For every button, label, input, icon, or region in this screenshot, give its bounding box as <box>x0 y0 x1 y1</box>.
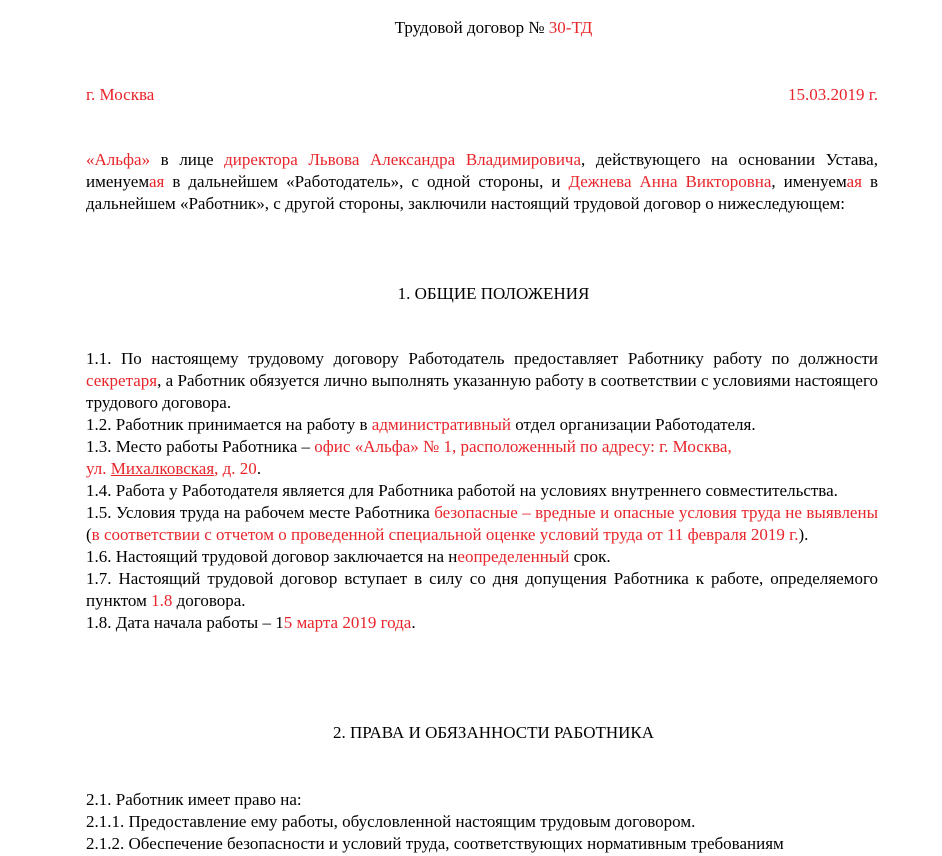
contract-term: еопределенный <box>457 547 570 566</box>
assessment-report: в соответствии с отчетом о проведенной специальной оценке условий труда от 11 февраля 2019 г. <box>91 525 799 544</box>
clause-2-1: 2.1. Работник имеет право на: <box>86 790 302 809</box>
clause-1-5: 1.5. Условия труда на рабочем месте Работника безопасные – вредные и опасные условия труда не выявлены (в соответствии с отчетом о проведенной специальной оценке условий труда от 11 февраля 2019 г.). <box>86 503 879 544</box>
city-date-row <box>86 84 878 106</box>
section-1-heading: 1. ОБЩИЕ ПОЛОЖЕНИЯ <box>397 284 590 303</box>
section-2-heading: 2. ПРАВА И ОБЯЗАННОСТИ РАБОТНИКА <box>332 723 655 742</box>
section-1-body <box>86 348 878 634</box>
clause-1-4: 1.4. Работа у Работодателя является для Работника работой на условиях внутреннего совместительства. <box>86 481 838 500</box>
contract-date: 15.03.2019 г. <box>787 85 878 104</box>
city: г. Москва <box>86 85 155 104</box>
clause-1-3: 1.3. Место работы Работника – офис «Альфа» № 1, расположенный по адресу: г. Москва, ул. Михалковская, д. 20. <box>86 437 732 478</box>
clause-1-2: 1.2. Работник принимается на работу в административный отдел организации Работодателя. <box>86 415 756 434</box>
clause-1-1: 1.1. По настоящему трудовому договору Работодатель предоставляет Работнику работу по должности секретаря, а Работник обязуется лично выполнять указанную работу в соответствии с условиями настоящего трудового договора. <box>86 349 878 412</box>
position: секретаря <box>86 371 158 390</box>
preamble: «Альфа» в лице директора Львова Александра Владимировича, действующего на основании Устава, именуемая в дальнейшем «Работодатель», с одной стороны, и Дежнева Анна Викторовна, именуемая в дальнейшем «Работник», с другой стороны, заключили настоящий трудовой договор о нижеследующем: <box>86 150 879 213</box>
contract-number: 30-ТД <box>548 18 593 37</box>
clause-2-1-1: 2.1.1. Предоставление ему работы, обусловленной настоящим трудовым договором. <box>86 812 696 831</box>
work-conditions: безопасные – вредные и опасные условия труда не выявлены <box>434 503 879 522</box>
clause-1-7: 1.7. Настоящий трудовой договор вступает в силу со дня допущения Работника к работе, определяемого пунктом 1.8 договора. <box>86 569 878 610</box>
work-place: офис «Альфа» № 1, расположенный по адресу: г. Москва, <box>314 437 732 456</box>
start-date: 5 марта 2019 года <box>283 613 412 632</box>
director-name: директора Львова Александра Владимировича <box>224 150 582 169</box>
clause-1-8: 1.8. Дата начала работы – 15 марта 2019 года. <box>86 613 416 632</box>
clause-2-1-2: 2.1.2. Обеспечение безопасности и условий труда, соответствующих нормативным требованиям <box>86 834 784 853</box>
company-name: «Альфа» <box>86 150 151 169</box>
document-title: Трудовой договор № 30-ТД <box>394 18 593 37</box>
employee-name: Дежнева Анна Викторовна <box>568 172 772 191</box>
clause-1-6: 1.6. Настоящий трудовой договор заключается на неопределенный срок. <box>86 547 611 566</box>
department: административный <box>371 415 511 434</box>
section-2-body <box>86 789 878 855</box>
